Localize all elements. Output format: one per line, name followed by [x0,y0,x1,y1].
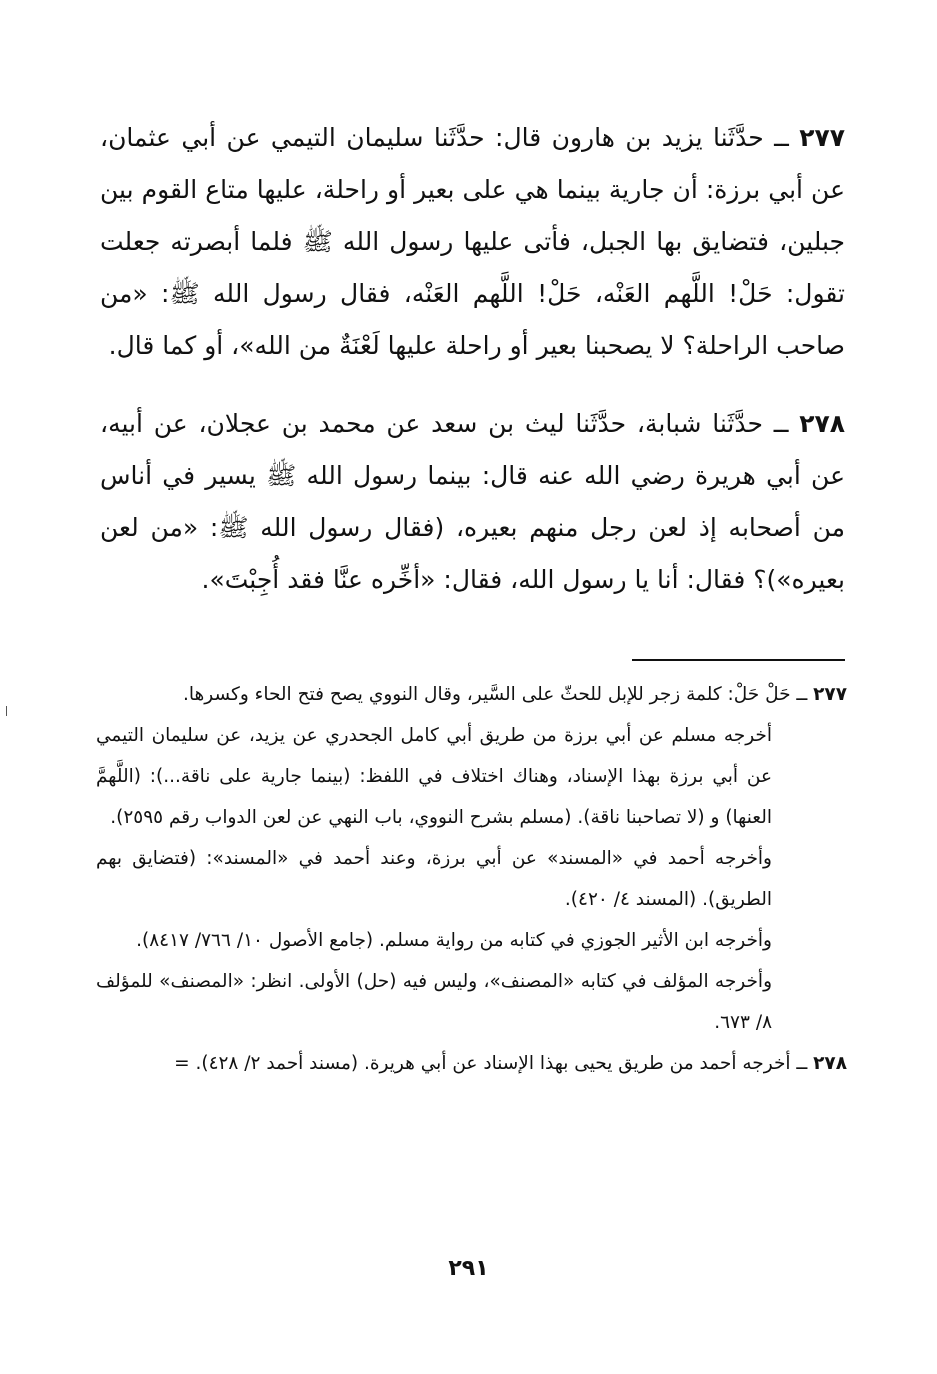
hadith-text: ــ حدَّثَنا يزيد بن هارون قال: حدَّثَنا سليمان التيمي عن أبي عثمان، عن أبي برزة: أن جارية بينما هي على بعير أو راحلة، عليها متاع القوم بين جبلين، فتضايق بها الجبل، فأتى عليها رسول الله ﷺ فلما أبصرته جعلت تقول: حَلْ! اللَّهم العَنْه، حَلْ! اللَّهم العَنْه، فقال رسول الله ﷺ: «من صاحب الراحلة؟ لا يصحبنا بعير أو راحلة عليها لَعْنَةٌ من الله»، أو كما قال. [100,123,845,360]
footnote-278 [96,1043,847,1084]
hadith-277 [100,112,845,372]
footnote-277-item: وأخرجه ابن الأثير الجوزي في كتابه من رواية مسلم. (جامع الأصول ١٠/ ٧٦٦/ ٨٤١٧). [136,930,772,951]
footnote-number: ٢٧٧ [813,684,847,705]
footnote-277-item: وأخرجه المؤلف في كتابه «المصنف»، وليس فيه (حل) الأولى. انظر: «المصنف» للمؤلف ٨/ ٦٧٣. [96,971,772,1033]
hadith-text: ــ حدَّثَنا شبابة، حدَّثَنا ليث بن سعد عن محمد بن عجلان، عن أبيه، عن أبي هريرة رضي الله عنه قال: بينما رسول الله ﷺ يسير في أناس من أصحابه إذ لعن رجل منهم بعيره، (فقال رسول الله ﷺ: «من لعن بعيره»)؟ فقال: أنا يا رسول الله، فقال: «أخِّره عنَّا فقد أُجِبْتَ». [100,409,845,594]
footnote-277-lead [96,674,847,715]
footnotes [96,674,847,1084]
footnote-text: ــ أخرجه أحمد من طريق يحيى بهذا الإسناد عن أبي هريرة. (مسند أحمد ٢/ ٤٢٨). = [174,1053,814,1074]
footnote-277-item: وأخرجه أحمد في «المسند» عن أبي برزة، وعند أحمد في «المسند»: (فتضايق بهم الطريق). (المسند ٤/ ٤٢٠). [96,848,772,910]
hadith-278 [100,398,845,606]
footnote-277-item: أخرجه مسلم عن أبي برزة من طريق أبي كامل الجحدري عن يزيد، عن سليمان التيمي عن أبي برزة بهذا الإسناد، وهناك اختلاف في اللفظ: (بينما جارية على ناقة...): (اللَّهمَّ العنها) و (لا تصاحبنا ناقة). (مسلم بشرح النووي، باب النهي عن لعن الدواب رقم ٢٥٩٥). [96,725,772,828]
footnote-number: ٢٧٨ [813,1053,847,1074]
main-text [100,112,845,606]
footnote-text: ــ حَلْ حَلْ: كلمة زجر للإبل للحثّ على السَّير، وقال النووي يصح فتح الحاء وكسرها. [183,684,814,705]
hadith-number: ٢٧٨ [799,409,845,438]
footnote-separator [632,659,845,661]
margin-mark [6,706,7,716]
page-number: ٢٩١ [448,1256,489,1281]
hadith-number: ٢٧٧ [799,123,845,152]
